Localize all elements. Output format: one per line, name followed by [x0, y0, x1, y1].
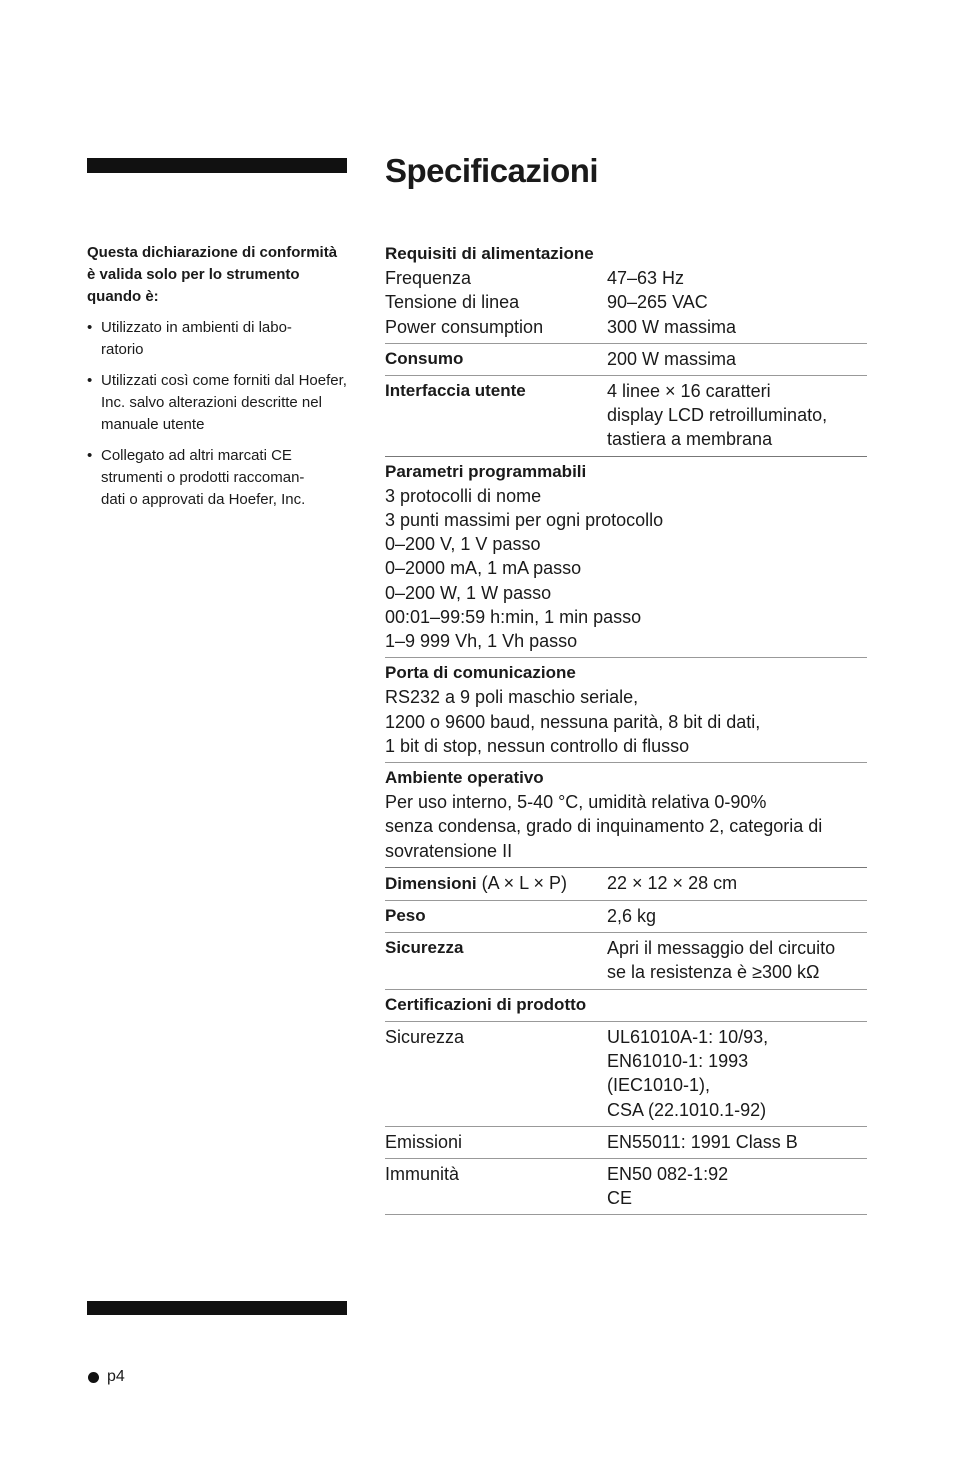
spec-value: EN50 082-1:92	[607, 1163, 729, 1184]
spec-line: 0–200 W, 1 W passo	[385, 582, 552, 603]
certificazioni-heading-row	[385, 993, 867, 1022]
spec-label: Immunità	[385, 1163, 460, 1184]
spec-line: 0–200 V, 1 V passo	[385, 534, 541, 555]
spec-label: Tensione di linea	[385, 292, 520, 313]
spec-value: Apri il messaggio del circuito	[607, 938, 836, 959]
spec-line: 3 punti massimi per ogni protocollo	[385, 510, 664, 531]
spec-label: Sicurezza	[385, 938, 464, 958]
spec-label-extra: (A × L × P)	[476, 872, 568, 893]
conformity-intro: Questa dichiarazione di conformità è valida solo per lo strumento quando è:	[87, 244, 338, 305]
spec-value: CE	[607, 1188, 633, 1209]
spec-value: 300 W massima	[607, 316, 737, 337]
spec-line: 00:01–99:59 h:min, 1 min passo	[385, 606, 642, 627]
spec-value: tastiera a membrana	[607, 429, 773, 450]
spec-value: 2,6 kg	[607, 906, 657, 927]
spec-label: Power consumption	[385, 316, 544, 337]
list-item: • Utilizzato in ambienti di labo- ratorio	[87, 317, 349, 361]
cert-row	[385, 1130, 867, 1159]
certificazioni-heading: Certificazioni di prodotto	[385, 994, 587, 1014]
parametri-section	[385, 460, 867, 659]
spec-label: Consumo	[385, 348, 464, 368]
spec-line: senza condensa, grado di inquinamento 2, categoria di	[385, 816, 823, 837]
spec-value: (IEC1010-1),	[607, 1075, 711, 1096]
parametri-heading: Parametri programmabili	[385, 461, 587, 481]
dimensioni-row	[385, 871, 867, 901]
spec-value: display LCD retroilluminato,	[607, 405, 828, 426]
list-item: • Utilizzati così come forniti dal Hoefer, Inc. salvo alterazioni descritte nel manuale utente	[87, 370, 349, 436]
spec-value: 200 W massima	[607, 348, 737, 369]
interfaccia-row	[385, 379, 867, 457]
ambiente-section	[385, 766, 867, 868]
spec-label: Sicurezza	[385, 1026, 465, 1047]
spec-label: Emissioni	[385, 1131, 463, 1152]
spec-value: 22 × 12 × 28 cm	[607, 872, 738, 893]
sicurezza-row	[385, 936, 867, 989]
spec-label: Peso	[385, 906, 426, 926]
spec-line: sovratensione II	[385, 840, 513, 861]
spec-value: 47–63 Hz	[607, 268, 685, 289]
spec-value: EN55011: 1991 Class B	[607, 1131, 798, 1152]
spec-line: 1 bit di stop, nessun controllo di flusso	[385, 735, 690, 756]
conformity-list	[87, 317, 349, 511]
bullet-icon	[88, 1372, 99, 1383]
header-rule	[87, 158, 347, 173]
spec-value: 90–265 VAC	[607, 292, 708, 313]
porta-section	[385, 661, 867, 763]
peso-row	[385, 904, 867, 933]
consumo-row	[385, 347, 867, 376]
spec-line: 1200 o 9600 baud, nessuna parità, 8 bit di dati,	[385, 711, 761, 732]
cert-row	[385, 1162, 867, 1215]
page-number	[88, 1368, 125, 1386]
spec-line: 0–2000 mA, 1 mA passo	[385, 558, 582, 579]
spec-value: CSA (22.1010.1-92)	[607, 1099, 767, 1120]
spec-table	[385, 242, 867, 1218]
conformity-note	[87, 242, 349, 520]
spec-line: RS232 a 9 poli maschio seriale,	[385, 687, 639, 708]
spec-line: 3 protocolli di nome	[385, 485, 542, 506]
spec-label: Interfaccia utente	[385, 381, 526, 401]
porta-heading: Porta di comunicazione	[385, 663, 576, 683]
spec-value: se la resistenza è ≥300 kΩ	[607, 962, 820, 983]
power-heading: Requisiti di alimentazione	[385, 244, 594, 263]
power-section	[385, 242, 867, 344]
spec-line: 1–9 999 Vh, 1 Vh passo	[385, 631, 578, 652]
spec-line: Per uso interno, 5-40 °C, umidità relativa 0-90%	[385, 792, 767, 813]
spec-value: 4 linee × 16 caratteri	[607, 381, 771, 402]
page-title: Specificazioni	[385, 152, 599, 189]
spec-label: Frequenza	[385, 268, 472, 289]
spec-label: Dimensioni	[385, 873, 477, 893]
spec-value: UL61010A-1: 10/93,	[607, 1026, 769, 1047]
footer-rule	[87, 1301, 347, 1315]
page-number-text: p4	[107, 1368, 125, 1385]
spec-value: EN61010-1: 1993	[607, 1051, 749, 1072]
list-item: • Collegato ad altri marcati CE strumenti o prodotti raccoman- dati o approvati da Hoefer, Inc.	[87, 445, 349, 511]
ambiente-heading: Ambiente operativo	[385, 768, 544, 788]
cert-row	[385, 1025, 867, 1127]
